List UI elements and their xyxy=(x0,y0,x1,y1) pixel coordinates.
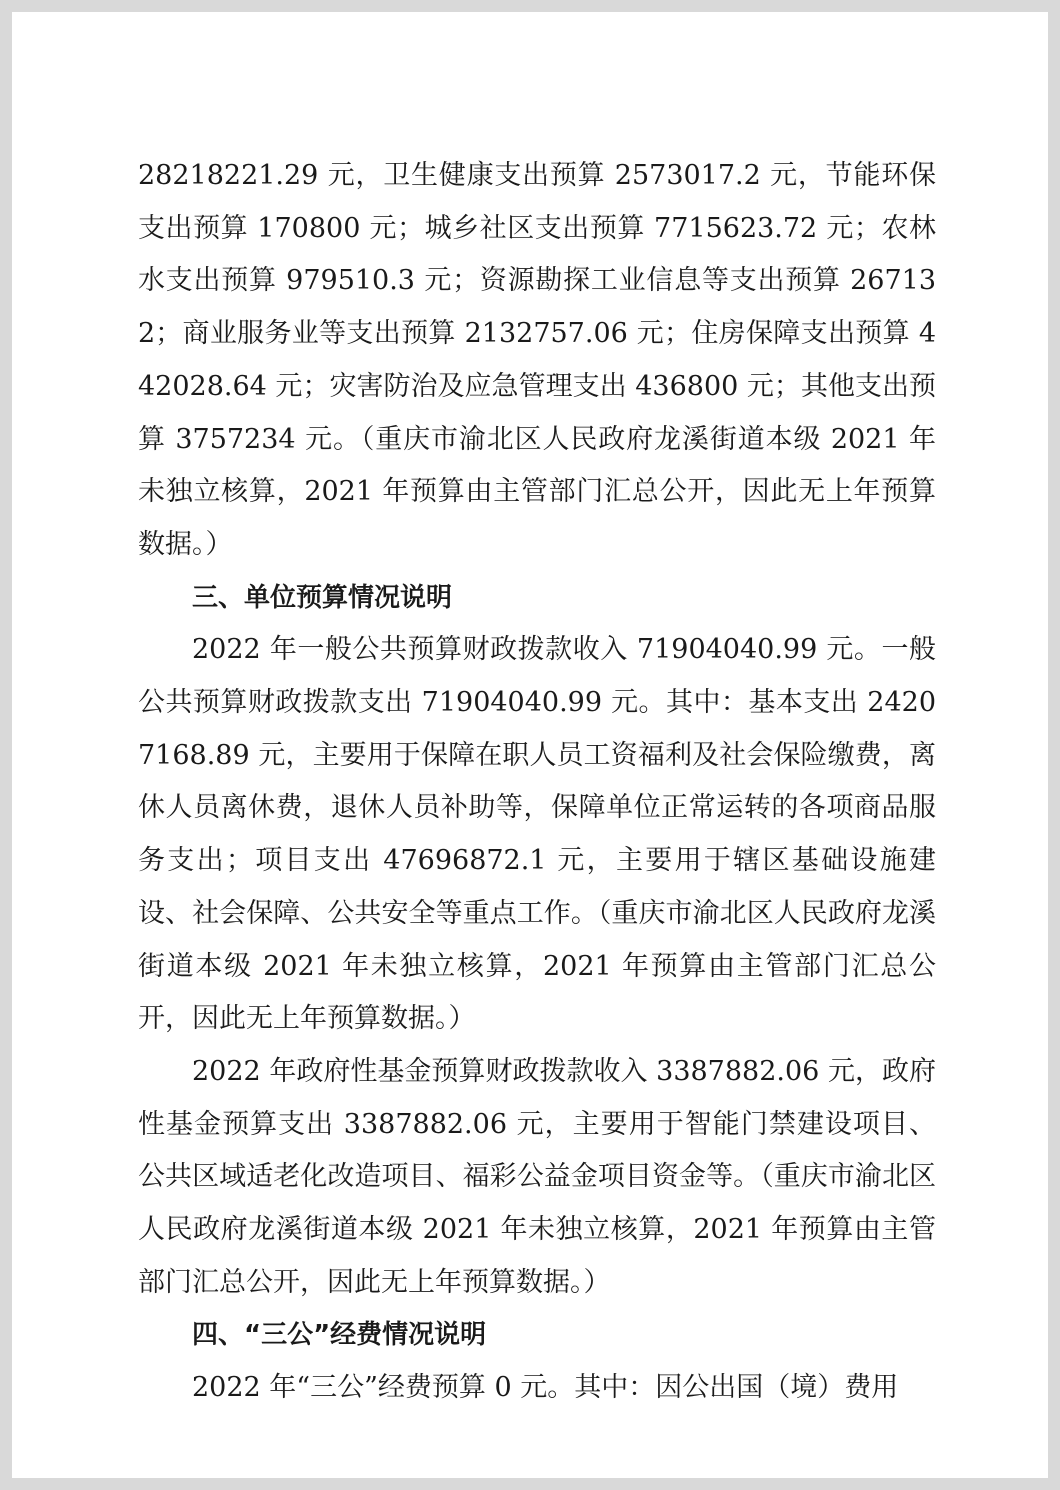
section-heading-unit-budget: 三、单位预算情况说明 xyxy=(192,582,453,613)
document-page xyxy=(12,12,1048,1478)
paragraph-government-fund-budget: 2022 年政府性基金预算财政拨款收入 3387882.06 元，政府性基金预算支出 3387882.06 元，主要用于智能门禁建设项目、公共区域适老化改造项目、福彩公益金项目资金等。（重庆市渝北区人民政府龙溪街道本级 2021 年未独立核算，2021 年预算由主管部门汇总公开，因此无上年预算数据。） xyxy=(138,1055,936,1298)
paragraph-expenditure-breakdown: 28218221.29 元，卫生健康支出预算 2573017.2 元，节能环保支出预算 170800 元；城乡社区支出预算 7715623.72 元；农林水支出预算 979510.3 元；资源勘探工业信息等支出预算 267132；商业服务业等支出预算 2132757.06 元；住房保障支出预算 442028.64 元；灾害防治及应急管理支出 436800 元；其他支出预算 3757234 元。（重庆市渝北区人民政府龙溪街道本级 2021 年未独立核算，2021 年预算由主管部门汇总公开，因此无上年预算数据。） xyxy=(138,160,936,560)
paragraph-general-public-budget: 2022 年一般公共预算财政拨款收入 71904040.99 元。一般公共预算财政拨款支出 71904040.99 元。其中：基本支出 24207168.89 元，主要用于保障在职人员工资福利及社会保险缴费，离休人员离休费，退休人员补助等，保障单位正常运转的各项商品服务支出；项目支出 47696872.1 元，主要用于辖区基础设施建设、社会保障、公共安全等重点工作。（重庆市渝北区人民政府龙溪街道本级 2021 年未独立核算，2021 年预算由主管部门汇总公开，因此无上年预算数据。） xyxy=(138,634,936,1035)
section-heading-three-public: 四、“三公”经费情况说明 xyxy=(192,1320,487,1351)
document-body xyxy=(138,150,936,1415)
paragraph-three-public-budget: 2022 年“三公”经费预算 0 元。其中：因公出国（境）费用 xyxy=(192,1372,899,1404)
